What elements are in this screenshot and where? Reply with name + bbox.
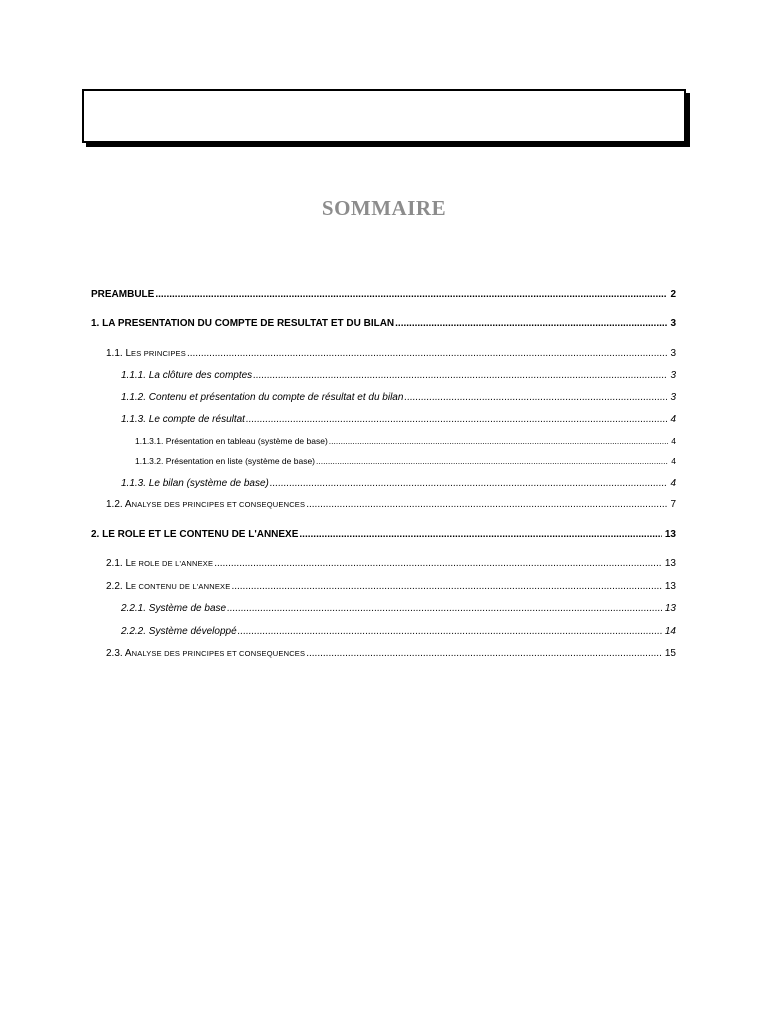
toc-entry-label: 2. LE ROLE ET LE CONTENU DE L'ANNEXE — [91, 529, 299, 540]
toc-entry-s2-2-1[interactable] — [121, 603, 676, 615]
toc-entry-s1-1-2[interactable] — [121, 392, 676, 404]
toc-entry-page-number: 13 — [664, 529, 676, 540]
toc-entry-label: 1.1.3. Le compte de résultat — [121, 414, 245, 425]
toc-entry-title: LE ROLE DE L'ANNEXE — [125, 558, 214, 569]
dot-leader — [155, 289, 667, 301]
toc-entry-label: 1.1.3. Le bilan (système de base) — [121, 478, 269, 489]
dot-leader — [329, 437, 668, 447]
toc-entry-label — [106, 499, 305, 511]
toc-entry-title: LES PRINCIPES — [125, 348, 186, 359]
toc-entry-number: 2.1. — [106, 558, 126, 569]
toc-entry-page-number: 15 — [664, 648, 676, 659]
toc-entry-page-number: 3 — [670, 348, 676, 359]
toc-entry-label: 2.2.1. Système de base — [121, 603, 227, 614]
dot-leader — [187, 348, 667, 360]
dot-leader — [246, 414, 667, 426]
toc-entry-s2-2-2[interactable] — [121, 626, 676, 638]
toc-entry-s1-1-3[interactable] — [121, 414, 676, 426]
dot-leader — [306, 499, 667, 511]
toc-entry-page-number: 4 — [671, 436, 676, 446]
dot-leader — [227, 603, 662, 615]
toc-entry-label: 1.1.1. La clôture des comptes — [121, 370, 253, 381]
toc-entry-page-number: 4 — [670, 478, 676, 489]
dot-leader — [395, 318, 667, 330]
toc-entry-label: PREAMBULE — [91, 289, 155, 300]
toc-entry-label — [106, 581, 230, 593]
toc-entry-s1[interactable] — [91, 318, 676, 330]
toc-entry-page-number: 3 — [670, 318, 676, 329]
toc-entry-s1-2[interactable] — [106, 499, 676, 511]
dot-leader — [270, 478, 668, 490]
toc-entry-s2[interactable] — [91, 529, 676, 541]
dot-leader — [404, 392, 667, 404]
toc-entry-label: 1. LA PRESENTATION DU COMPTE DE RESULTAT ET DU BILAN — [91, 318, 395, 329]
toc-entry-page-number: 4 — [670, 414, 676, 425]
toc-entry-label — [106, 558, 213, 570]
toc-entry-s2-2[interactable] — [106, 581, 676, 593]
toc-entry-s2-3[interactable] — [106, 648, 676, 660]
dot-leader — [231, 581, 661, 593]
toc-entry-label: 1.1.3.2. Présentation en liste (système de base) — [135, 456, 316, 466]
toc-entry-title: ANALYSE DES PRINCIPES ET CONSEQUENCES — [124, 499, 306, 510]
toc-entry-label: 2.2.2. Système développé — [121, 626, 237, 637]
toc-entry-page-number: 3 — [670, 392, 676, 403]
toc-entry-s2-1[interactable] — [106, 558, 676, 570]
dot-leader — [238, 626, 662, 638]
dot-leader — [253, 370, 667, 382]
toc-entry-page-number: 13 — [664, 581, 676, 592]
toc-entry-label — [106, 648, 305, 660]
dot-leader — [306, 648, 662, 660]
toc-entry-page-number: 2 — [670, 289, 676, 300]
toc-entry-number: 2.2. — [106, 581, 126, 592]
toc-entry-s1-1[interactable] — [106, 348, 676, 360]
toc-entry-s1-1-1[interactable] — [121, 370, 676, 382]
toc-entry-s1-1-3b[interactable] — [121, 478, 676, 490]
toc-entry-label: 1.1.3.1. Présentation en tableau (système de base) — [135, 436, 328, 446]
toc-entry-s1-1-3-2[interactable] — [135, 457, 676, 467]
toc-entry-label: 1.1.2. Contenu et présentation du compte de résultat et du bilan — [121, 392, 404, 403]
toc-entry-s1-1-3-1[interactable] — [135, 437, 676, 447]
toc-entry-page-number: 14 — [664, 626, 676, 637]
dot-leader — [316, 457, 668, 467]
toc-entry-label — [106, 348, 186, 360]
toc-entry-preambule[interactable] — [91, 289, 676, 301]
toc-entry-number: 1.2. — [106, 499, 125, 510]
toc-entry-title: ANALYSE DES PRINCIPES ET CONSEQUENCES — [124, 648, 306, 659]
dot-leader — [214, 558, 662, 570]
toc-entry-page-number: 4 — [671, 456, 676, 466]
toc-entry-number: 1.1. — [106, 348, 126, 359]
toc-entry-page-number: 13 — [664, 603, 676, 614]
sommaire-heading: SOMMAIRE — [321, 196, 447, 220]
toc-entry-title: LE CONTENU DE L'ANNEXE — [125, 581, 231, 592]
toc-entry-page-number: 7 — [670, 499, 676, 510]
toc-entry-number: 2.3. — [106, 648, 125, 659]
toc-entry-page-number: 13 — [664, 558, 676, 569]
toc-entry-page-number: 3 — [670, 370, 676, 381]
dot-leader — [299, 529, 661, 541]
